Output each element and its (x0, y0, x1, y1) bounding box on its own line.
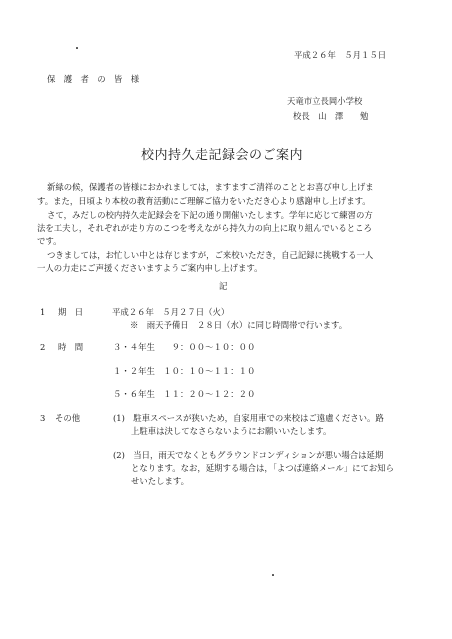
body-paragraph-3-line-1: つきましては，お忙しい中とは存じますが，ご来校いただき，自己記録に挑戦する一人 (47, 250, 374, 260)
item-1-date: 平成２６年 ５月２７日（火） (112, 307, 230, 317)
document-date: 平成２６年 ５月１５日 (294, 50, 387, 60)
ki-heading: 記 (219, 281, 228, 291)
scan-speck (76, 47, 78, 49)
note-2-line-2: となります。なお，延期する場合は，「よつば連絡メール」にてお知ら (131, 463, 394, 473)
time-row-grade-1-2: １・２年生 １０：１０～１１：１０ (113, 366, 256, 376)
school-name: 天竜市立長岡小学校 (287, 96, 363, 106)
principal-name: 校長 山 澤 勉 (293, 111, 369, 121)
item-1-note: ※ 雨天予備日 ２８日（水）に同じ時間帯で行います。 (130, 320, 348, 330)
body-paragraph-3-line-2: 一人の力走にご声援くださいますようご案内申し上げます。 (37, 263, 263, 273)
body-paragraph-1-line-2: す。また，日頃より本校の教育活動にご理解ご協力をいただき心より感謝申し上げます。 (37, 196, 371, 206)
body-paragraph-1-line-1: 新緑の候，保護者の皆様におかれましては，ますますご清祥のこととお喜び申し上げま (47, 182, 374, 192)
note-2-line-3: せいたします。 (131, 476, 189, 486)
body-paragraph-2-line-2: 法を工夫し，それぞれが走り方のこつを考えながら持久力の向上に取り組んでいるところ (37, 223, 372, 233)
item-2-number: 2 (40, 342, 46, 352)
salutation: 保 護 者 の 皆 様 (47, 74, 140, 84)
item-1-number: 1 (40, 307, 46, 317)
note-2-line-1: (2) 当日，雨天でなくともグラウンドコンディションが悪い場合は延期 (113, 450, 384, 460)
scan-speck (272, 574, 274, 576)
time-row-grade-5-6: ５・６年生 １１：２０～１２：２０ (113, 389, 256, 399)
item-1-label: 期 日 (58, 307, 84, 317)
note-1-line-2: 上駐車は決してなさらないようにお願いいたします。 (131, 426, 332, 436)
time-row-grade-3-4: ３・４年生 ９：００～１０：００ (113, 342, 256, 352)
note-1-line-1: (1) 駐車スペースが狭いため，自家用車での来校はご遠慮ください。路 (113, 413, 384, 423)
body-paragraph-2-line-3: です。 (37, 236, 62, 246)
item-3-label: その他 (55, 413, 81, 423)
body-paragraph-2-line-1: さて，みだしの校内持久走記録会を下記の通り開催いたします。学年に応じて練習の方 (47, 210, 373, 220)
document-title: 校内持久走記録会のご案内 (141, 148, 304, 163)
item-3-number: 3 (40, 413, 46, 423)
item-2-label: 時 間 (58, 342, 84, 352)
